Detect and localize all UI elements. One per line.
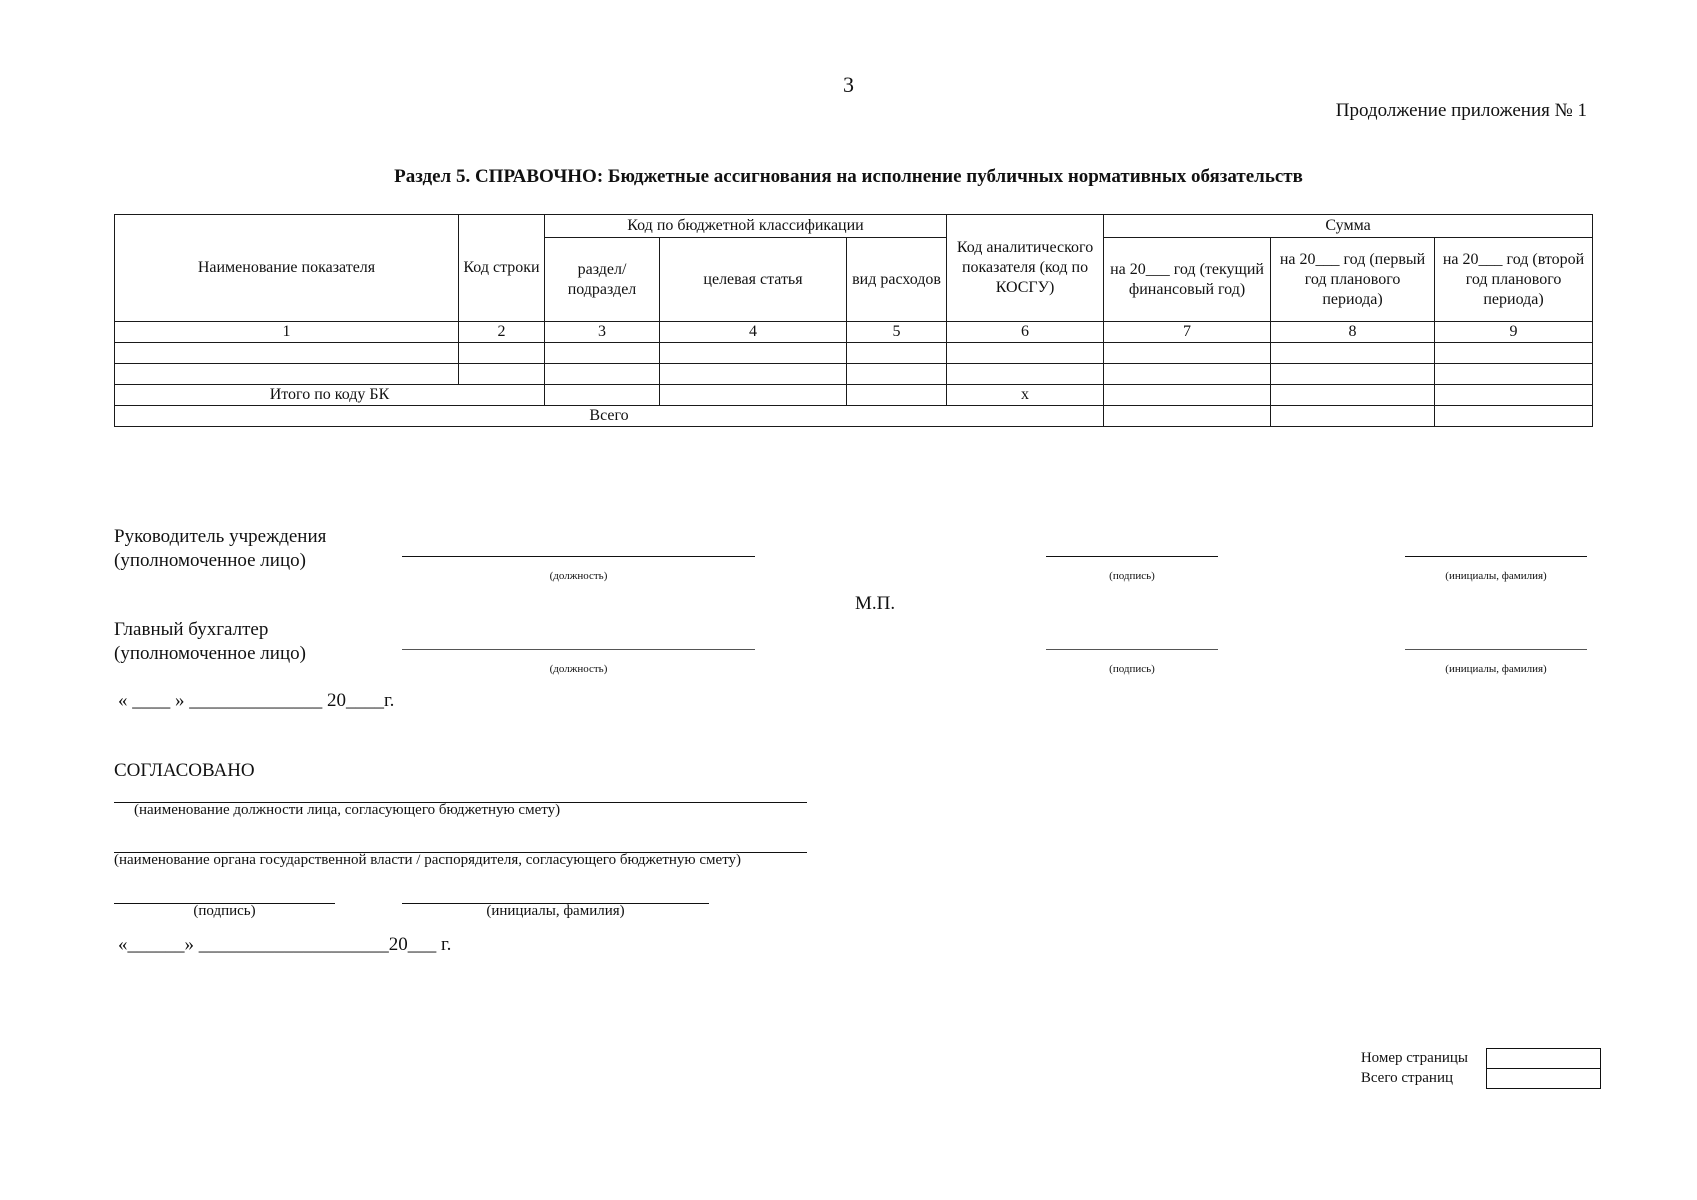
- chief-position-caption: (должность): [549, 663, 608, 675]
- table-cell[interactable]: [1104, 406, 1271, 427]
- chief-position-line[interactable]: [402, 649, 755, 650]
- chief-initials-line[interactable]: [1405, 649, 1587, 650]
- header-section: раздел/ подраздел: [545, 238, 660, 322]
- column-number: 1: [115, 322, 459, 343]
- header-target-article: целевая статья: [660, 238, 847, 322]
- chief-accountant-label: [114, 618, 306, 666]
- table-cell[interactable]: [1271, 385, 1435, 406]
- total-by-code-mark: x: [947, 385, 1104, 406]
- column-number: 4: [660, 322, 847, 343]
- head-position-caption: (должность): [549, 570, 608, 582]
- table-cell[interactable]: [1435, 364, 1593, 385]
- table-cell[interactable]: [459, 343, 545, 364]
- signature-date: « ____ » ______________ 20____г.: [118, 690, 395, 711]
- grand-total-row: [115, 406, 1593, 427]
- table-row: [115, 343, 1593, 364]
- table-cell[interactable]: [1271, 406, 1435, 427]
- header-indicator-name: Наименование показателя: [115, 215, 459, 322]
- header-expense-type: вид расходов: [847, 238, 947, 322]
- column-number: 9: [1435, 322, 1593, 343]
- page-count-box: [1361, 1048, 1601, 1089]
- table-cell[interactable]: [1435, 385, 1593, 406]
- section-title: Раздел 5. СПРАВОЧНО: Бюджетные ассигнования на исполнение публичных нормативных обязательств: [394, 166, 1303, 187]
- table-cell[interactable]: [847, 385, 947, 406]
- total-by-code-row: [115, 385, 1593, 406]
- approval-position-caption: (наименование должности лица, согласующего бюджетную смету): [134, 802, 561, 818]
- approval-title: СОГЛАСОВАНО: [114, 760, 255, 781]
- chief-signature-caption: (подпись): [1109, 663, 1155, 675]
- table-cell[interactable]: [1435, 343, 1593, 364]
- table-cell[interactable]: [545, 343, 660, 364]
- table-cell[interactable]: [660, 343, 847, 364]
- header-year-current: на 20___ год (текущий финансовый год): [1104, 238, 1271, 322]
- column-number: 6: [947, 322, 1104, 343]
- table-cell[interactable]: [1104, 385, 1271, 406]
- header-sum: Сумма: [1104, 215, 1593, 238]
- head-signature-line[interactable]: [1046, 556, 1218, 557]
- chief-label-line-2: (уполномоченное лицо): [114, 643, 306, 664]
- table-cell[interactable]: [545, 364, 660, 385]
- column-number: 8: [1271, 322, 1435, 343]
- table-cell[interactable]: [947, 343, 1104, 364]
- chief-label-line-1: Главный бухгалтер: [114, 619, 269, 640]
- table-cell[interactable]: [115, 364, 459, 385]
- page-number: 3: [843, 72, 854, 97]
- table-cell[interactable]: [660, 385, 847, 406]
- table-cell[interactable]: [1104, 343, 1271, 364]
- header-year-second: на 20___ год (второй год планового периода): [1435, 238, 1593, 322]
- column-number: 7: [1104, 322, 1271, 343]
- total-pages-field[interactable]: [1486, 1069, 1601, 1089]
- table-cell[interactable]: [115, 343, 459, 364]
- header-year-first: на 20___ год (первый год планового периода): [1271, 238, 1435, 322]
- approval-initials-caption: (инициалы, фамилия): [486, 903, 625, 919]
- head-label: [114, 525, 326, 573]
- table-cell[interactable]: [947, 364, 1104, 385]
- column-number: 3: [545, 322, 660, 343]
- table-cell[interactable]: [459, 364, 545, 385]
- stamp-place: М.П.: [855, 593, 896, 614]
- table-row: [115, 364, 1593, 385]
- table-cell[interactable]: [1271, 364, 1435, 385]
- page-number-field[interactable]: [1486, 1048, 1601, 1069]
- total-by-code-label: Итого по коду БК: [115, 385, 545, 406]
- approval-date: «______» ____________________20___ г.: [118, 934, 452, 955]
- table-cell[interactable]: [847, 364, 947, 385]
- table-cell[interactable]: [1435, 406, 1593, 427]
- column-number-row: [115, 322, 1593, 343]
- head-signature-caption: (подпись): [1109, 570, 1155, 582]
- table-cell[interactable]: [545, 385, 660, 406]
- approval-organ-caption: (наименование органа государственной власти / распорядителя, согласующего бюджетную смету): [114, 852, 742, 868]
- grand-total-label: Всего: [115, 406, 1104, 427]
- header-analytic-code: Код аналитического показателя (код по КОСГУ): [947, 215, 1104, 322]
- column-number: 5: [847, 322, 947, 343]
- table-cell[interactable]: [660, 364, 847, 385]
- chief-initials-caption: (инициалы, фамилия): [1445, 663, 1547, 675]
- header-row-code: Код строки: [459, 215, 545, 322]
- head-initials-caption: (инициалы, фамилия): [1445, 570, 1547, 582]
- appendix-continuation: Продолжение приложения № 1: [1335, 100, 1587, 121]
- budget-table: [114, 214, 1593, 427]
- approval-signature-caption: (подпись): [193, 903, 256, 919]
- head-label-line-2: (уполномоченное лицо): [114, 550, 306, 571]
- column-number: 2: [459, 322, 545, 343]
- table-cell[interactable]: [1104, 364, 1271, 385]
- chief-signature-line[interactable]: [1046, 649, 1218, 650]
- head-initials-line[interactable]: [1405, 556, 1587, 557]
- head-label-line-1: Руководитель учреждения: [114, 526, 327, 547]
- table-cell[interactable]: [847, 343, 947, 364]
- total-pages-label: Всего страниц: [1360, 1070, 1453, 1086]
- table-cell[interactable]: [1271, 343, 1435, 364]
- head-position-line[interactable]: [402, 556, 755, 557]
- header-budget-classification: Код по бюджетной классификации: [545, 215, 947, 238]
- page-number-label: Номер страницы: [1360, 1050, 1468, 1066]
